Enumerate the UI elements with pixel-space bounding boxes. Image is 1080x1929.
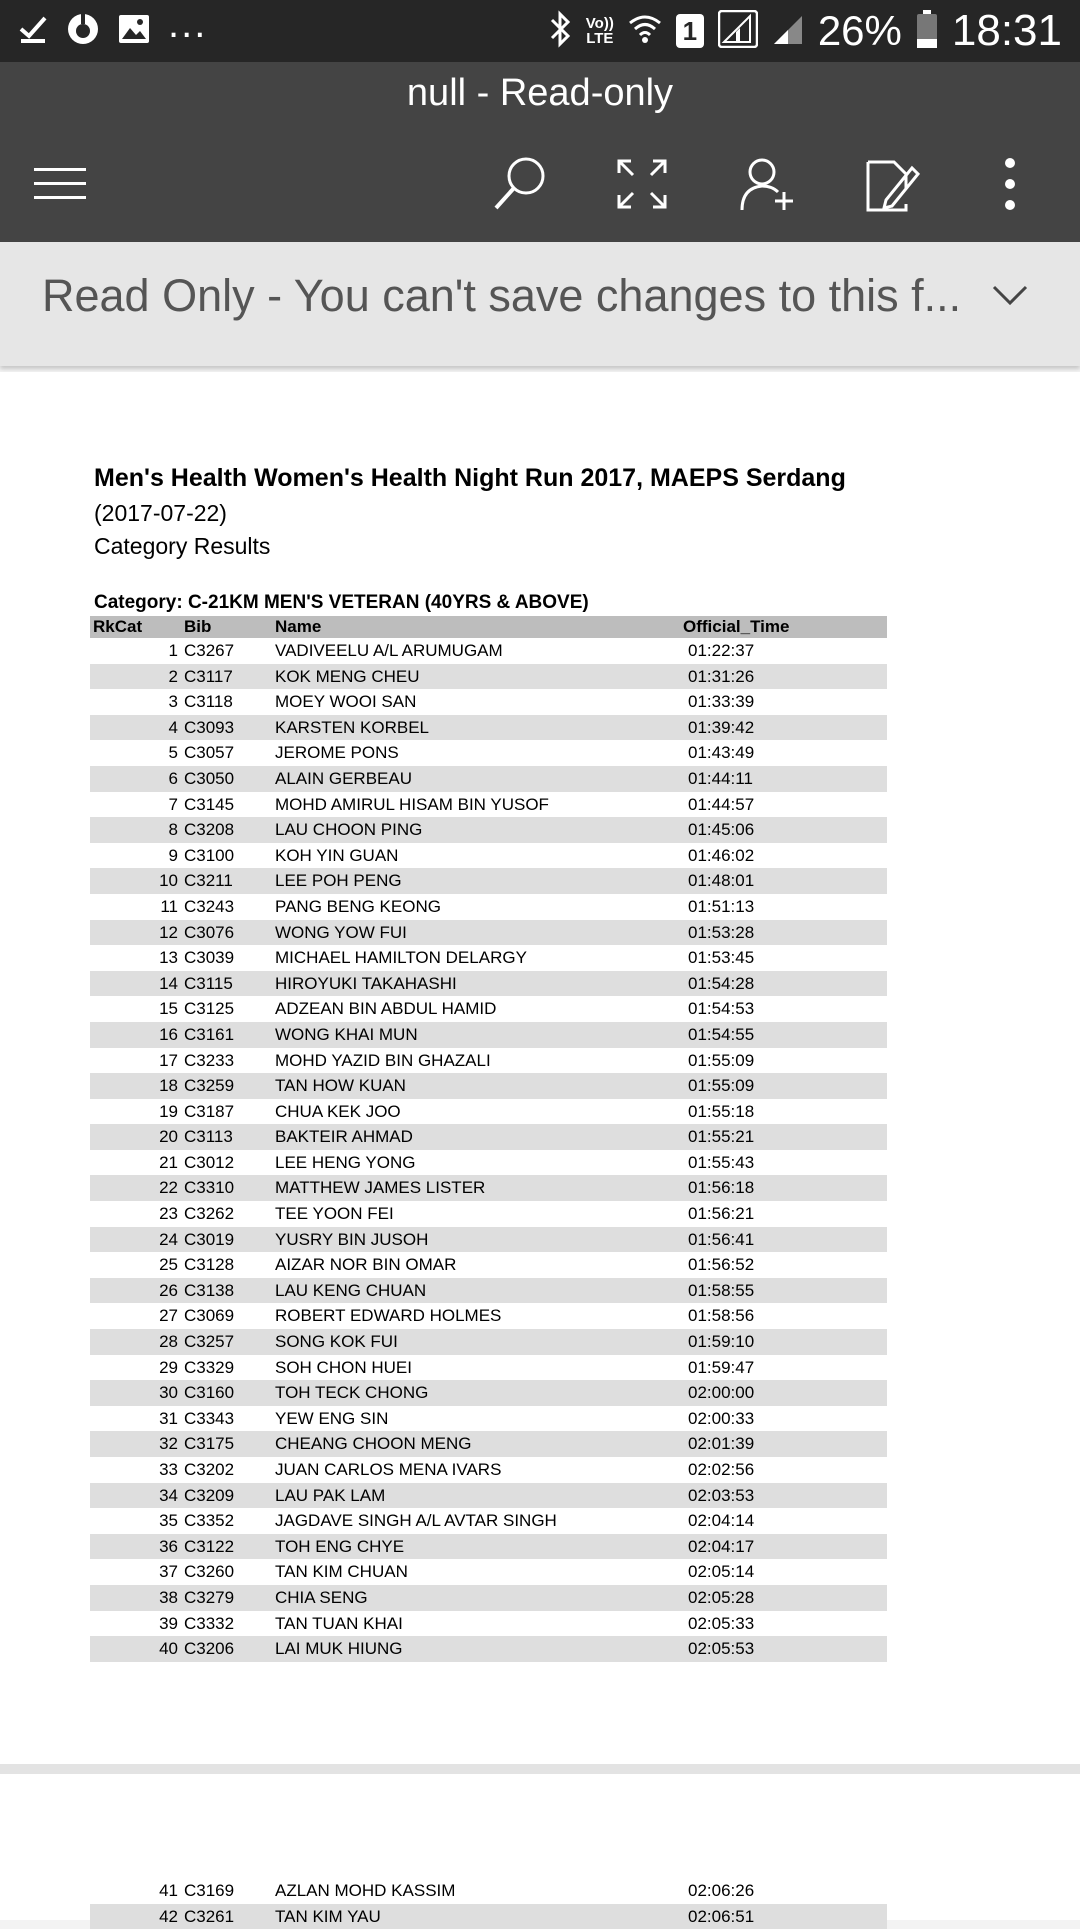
name-cell: WONG KHAI MUN — [275, 1024, 418, 1044]
rank-cell: 8 — [168, 820, 178, 840]
rank-cell: 1 — [168, 641, 178, 660]
bib-cell: C3138 — [184, 1280, 235, 1300]
table-row — [90, 664, 887, 690]
read-only-message: Read Only - You can't save changes to this f... — [42, 270, 962, 321]
category-label: Category: C-21KM MEN'S VETERAN (40YRS & ABOVE) — [94, 592, 589, 613]
rank-cell: 18 — [159, 1076, 178, 1096]
name-cell: MICHAEL HAMILTON DELARGY — [275, 948, 527, 968]
time-cell: 02:01:39 — [688, 1434, 755, 1454]
bib-cell: C3161 — [184, 1024, 235, 1044]
name-cell: JUAN CARLOS MENA IVARS — [275, 1460, 502, 1479]
rank-cell: 13 — [159, 948, 178, 968]
rank-cell: 38 — [159, 1587, 178, 1607]
bluetooth-icon — [548, 10, 572, 53]
time-cell: 02:04:17 — [688, 1536, 755, 1556]
time-cell: 01:59:10 — [688, 1332, 755, 1352]
table-row — [90, 1904, 887, 1929]
time-cell: 02:05:28 — [688, 1587, 755, 1607]
rank-cell: 40 — [159, 1639, 178, 1659]
table-row — [90, 1329, 887, 1355]
bib-cell: C3125 — [184, 999, 235, 1019]
name-cell: KARSTEN KORBEL — [275, 717, 429, 737]
table-row — [90, 1227, 887, 1253]
document-title-bar: null - Read-only — [406, 72, 674, 114]
bib-cell: C3012 — [184, 1152, 235, 1172]
name-cell: KOK MENG CHEU — [275, 666, 420, 686]
table-header — [90, 616, 887, 638]
col-header-time: Official_Time — [683, 617, 790, 636]
hamburger-menu-icon[interactable] — [28, 152, 92, 216]
rank-cell: 9 — [168, 845, 178, 865]
name-cell: AZLAN MOHD KASSIM — [275, 1881, 456, 1900]
rank-cell: 29 — [159, 1357, 178, 1377]
rank-cell: 33 — [159, 1460, 178, 1479]
time-cell: 01:55:09 — [688, 1076, 755, 1096]
time-cell: 01:55:09 — [688, 1050, 755, 1070]
document-subtitle: Category Results — [94, 533, 271, 559]
time-cell: 02:06:51 — [688, 1906, 755, 1926]
table-row — [90, 1585, 887, 1611]
more-notifications-text: ... — [168, 1, 208, 46]
rank-cell: 24 — [159, 1229, 178, 1249]
table-row — [90, 1483, 887, 1509]
rank-cell: 17 — [159, 1050, 178, 1070]
bib-cell: C3093 — [184, 717, 235, 737]
rank-cell: 25 — [159, 1255, 178, 1275]
lte-label: LTE — [586, 30, 614, 47]
status-bar — [0, 0, 1080, 62]
document-page-2[interactable] — [0, 1774, 1080, 1926]
table-row — [90, 1150, 887, 1176]
wifi-icon — [628, 13, 662, 50]
name-cell: SONG KOK FUI — [275, 1332, 398, 1352]
rank-cell: 20 — [159, 1127, 178, 1147]
time-cell: 01:54:55 — [688, 1024, 755, 1044]
time-cell: 01:56:18 — [688, 1178, 755, 1198]
name-cell: MOHD YAZID BIN GHAZALI — [275, 1050, 491, 1070]
table-row — [90, 1457, 887, 1483]
rank-cell: 15 — [159, 999, 178, 1019]
rank-cell: 39 — [159, 1613, 178, 1633]
table-row — [90, 1099, 887, 1125]
bib-cell: C3057 — [184, 743, 235, 763]
time-cell: 01:53:28 — [688, 922, 755, 942]
table-row — [90, 894, 887, 920]
bib-cell: C3145 — [184, 794, 235, 814]
name-cell: TEE YOON FEI — [275, 1204, 394, 1224]
checkmark-notification-icon — [18, 14, 48, 49]
table-row — [90, 766, 887, 792]
name-cell: WONG YOW FUI — [275, 922, 407, 942]
table-row — [90, 689, 887, 715]
bib-cell: C3118 — [184, 692, 233, 712]
table-row — [90, 1124, 887, 1150]
rank-cell: 12 — [159, 922, 178, 942]
rank-cell: 26 — [159, 1280, 178, 1300]
name-cell: BAKTEIR AHMAD — [275, 1127, 413, 1147]
chevron-down-icon[interactable] — [990, 282, 1040, 326]
name-cell: CHEANG CHOON MENG — [275, 1434, 472, 1454]
bib-cell: C3261 — [184, 1906, 235, 1926]
table-row — [90, 996, 887, 1022]
name-cell: TAN KIM YAU — [275, 1906, 381, 1926]
battery-icon — [916, 9, 938, 54]
name-cell: TAN KIM CHUAN — [275, 1562, 408, 1582]
name-cell: LAI MUK HIUNG — [275, 1639, 403, 1659]
table-row — [90, 740, 887, 766]
table-row — [90, 1406, 887, 1432]
table-row — [90, 1355, 887, 1381]
bib-cell: C3115 — [184, 973, 233, 993]
table-row — [90, 1636, 887, 1662]
bib-cell: C3169 — [184, 1881, 235, 1900]
col-header-rank: RkCat — [93, 617, 143, 636]
name-cell: KOH YIN GUAN — [275, 845, 399, 865]
name-cell: LEE HENG YONG — [275, 1152, 416, 1172]
name-cell: LAU KENG CHUAN — [275, 1280, 427, 1300]
bib-cell: C3117 — [184, 666, 233, 686]
name-cell: YUSRY BIN JUSOH — [275, 1229, 429, 1249]
table-row — [90, 1303, 887, 1329]
time-cell: 01:55:43 — [688, 1152, 755, 1172]
bib-cell: C3206 — [184, 1639, 235, 1659]
name-cell: TAN HOW KUAN — [275, 1076, 406, 1096]
name-cell: MOEY WOOI SAN — [275, 692, 417, 712]
col-header-name: Name — [275, 617, 322, 636]
rank-cell: 30 — [159, 1383, 178, 1403]
table-row — [90, 920, 887, 946]
bib-cell: C3202 — [184, 1460, 235, 1479]
table-row — [90, 868, 887, 894]
table-row — [90, 638, 887, 664]
table-row — [90, 1431, 887, 1457]
table-row — [90, 715, 887, 741]
rank-cell: 19 — [159, 1101, 178, 1121]
table-row — [90, 792, 887, 818]
document-heading: Men's Health Women's Health Night Run 2017, MAEPS Serdang — [94, 464, 846, 492]
time-cell: 01:39:42 — [688, 717, 755, 737]
fullscreen-icon[interactable] — [610, 152, 674, 216]
time-cell: 01:48:01 — [688, 871, 755, 891]
name-cell: VADIVEELU A/L ARUMUGAM — [275, 641, 503, 660]
time-cell: 02:04:14 — [688, 1511, 755, 1531]
time-cell: 01:43:49 — [688, 743, 755, 763]
bib-cell: C3209 — [184, 1485, 235, 1505]
col-header-bib: Bib — [184, 617, 212, 636]
table-row — [90, 1508, 887, 1534]
rank-cell: 41 — [159, 1881, 178, 1900]
bib-cell: C3260 — [184, 1562, 235, 1582]
rank-cell: 42 — [159, 1906, 178, 1926]
rank-cell: 4 — [168, 717, 178, 737]
name-cell: MOHD AMIRUL HISAM BIN YUSOF — [275, 794, 549, 814]
bib-cell: C3187 — [184, 1101, 235, 1121]
time-cell: 01:51:13 — [688, 896, 755, 916]
bib-cell: C3343 — [184, 1408, 235, 1428]
name-cell: LAU CHOON PING — [275, 820, 423, 840]
page-separator — [0, 1764, 1080, 1774]
time-cell: 01:31:26 — [688, 666, 755, 686]
time-cell: 01:44:57 — [688, 794, 755, 814]
name-cell: HIROYUKI TAKAHASHI — [275, 973, 457, 993]
bib-cell: C3310 — [184, 1178, 235, 1198]
rank-cell: 16 — [159, 1024, 178, 1044]
volte-label: Vo)) — [585, 15, 614, 32]
table-row — [90, 1878, 887, 1904]
name-cell: MATTHEW JAMES LISTER — [275, 1178, 486, 1198]
rank-cell: 11 — [160, 896, 178, 916]
clock: 18:31 — [951, 6, 1062, 55]
time-cell: 01:44:11 — [688, 768, 753, 788]
signal-sim2-icon — [772, 12, 804, 51]
rank-cell: 6 — [168, 768, 178, 788]
rank-cell: 21 — [159, 1152, 178, 1172]
name-cell: JAGDAVE SINGH A/L AVTAR SINGH — [275, 1511, 557, 1531]
time-cell: 01:46:02 — [688, 845, 755, 865]
table-body-continued — [90, 1878, 887, 1929]
table-row — [90, 1201, 887, 1227]
time-cell: 01:58:55 — [688, 1280, 755, 1300]
bib-cell: C3243 — [184, 896, 235, 916]
table-row — [90, 1022, 887, 1048]
table-row — [90, 1252, 887, 1278]
results-table — [90, 616, 887, 1662]
table-row — [90, 1380, 887, 1406]
time-cell: 01:56:52 — [688, 1255, 755, 1275]
rank-cell: 10 — [159, 871, 178, 891]
bib-cell: C3128 — [184, 1255, 235, 1275]
rank-cell: 14 — [159, 973, 178, 993]
time-cell: 01:56:21 — [688, 1204, 755, 1224]
bib-cell: C3259 — [184, 1076, 235, 1096]
time-cell: 01:58:56 — [688, 1306, 755, 1326]
time-cell: 01:33:39 — [688, 692, 755, 712]
table-row — [90, 1534, 887, 1560]
rank-cell: 37 — [159, 1562, 178, 1582]
table-row — [90, 1278, 887, 1304]
table-row — [90, 971, 887, 997]
time-cell: 01:53:45 — [688, 948, 755, 968]
table-row — [90, 945, 887, 971]
bib-cell: C3267 — [184, 641, 235, 660]
rank-cell: 34 — [159, 1485, 178, 1505]
name-cell: LEE POH PENG — [275, 871, 402, 891]
bib-cell: C3233 — [184, 1050, 235, 1070]
time-cell: 02:03:53 — [688, 1485, 755, 1505]
bib-cell: C3122 — [184, 1536, 235, 1556]
time-cell: 01:59:47 — [688, 1357, 755, 1377]
app-toolbar — [0, 62, 1080, 242]
rank-cell: 23 — [159, 1204, 178, 1224]
time-cell: 02:02:56 — [688, 1460, 755, 1479]
volte-indicator — [586, 16, 614, 46]
bib-cell: C3160 — [184, 1383, 235, 1403]
table-row — [90, 1611, 887, 1637]
rank-cell: 5 — [168, 743, 178, 763]
sync-notification-icon — [66, 12, 100, 51]
name-cell: AIZAR NOR BIN OMAR — [275, 1255, 457, 1275]
name-cell: YEW ENG SIN — [275, 1408, 389, 1428]
bib-cell: C3211 — [184, 871, 233, 891]
time-cell: 02:05:33 — [688, 1613, 755, 1633]
bib-cell: C3175 — [184, 1434, 235, 1454]
bib-cell: C3069 — [184, 1306, 235, 1326]
bib-cell: C3039 — [184, 948, 235, 968]
time-cell: 01:55:21 — [688, 1127, 755, 1147]
bib-cell: C3332 — [184, 1613, 235, 1633]
time-cell: 02:00:33 — [688, 1408, 755, 1428]
bib-cell: C3113 — [184, 1127, 233, 1147]
time-cell: 01:45:06 — [688, 820, 755, 840]
rank-cell: 7 — [168, 794, 178, 814]
bib-cell: C3352 — [184, 1511, 235, 1531]
more-vertical-icon[interactable] — [978, 152, 1042, 216]
rank-cell: 36 — [159, 1536, 178, 1556]
bib-cell: C3279 — [184, 1587, 235, 1607]
name-cell: ROBERT EDWARD HOLMES — [275, 1306, 502, 1326]
name-cell: CHIA SENG — [275, 1587, 368, 1607]
bib-cell: C3208 — [184, 820, 235, 840]
bib-cell: C3100 — [184, 845, 235, 865]
rank-cell: 28 — [159, 1332, 178, 1352]
read-only-banner[interactable] — [0, 242, 1080, 366]
share-person-icon[interactable] — [736, 152, 800, 216]
results-table-continued — [90, 1878, 887, 1929]
name-cell: TOH TECK CHONG — [275, 1383, 429, 1403]
table-row — [90, 843, 887, 869]
rank-cell: 35 — [159, 1511, 178, 1531]
edit-icon[interactable] — [860, 152, 924, 216]
signal-sim1-icon — [718, 10, 758, 53]
bib-cell: C3262 — [184, 1204, 235, 1224]
name-cell: ADZEAN BIN ABDUL HAMID — [275, 999, 497, 1019]
table-row — [90, 1559, 887, 1585]
document-page-1[interactable] — [0, 372, 1080, 1764]
rank-cell: 31 — [159, 1408, 178, 1428]
bib-cell: C3076 — [184, 922, 235, 942]
rank-cell: 27 — [159, 1306, 178, 1326]
sim-slot-badge: 1 — [676, 14, 704, 48]
time-cell: 02:05:53 — [688, 1639, 755, 1659]
rank-cell: 2 — [168, 666, 178, 686]
rank-cell: 32 — [159, 1434, 178, 1454]
name-cell: LAU PAK LAM — [275, 1485, 386, 1505]
bib-cell: C3050 — [184, 768, 235, 788]
bib-cell: C3019 — [184, 1229, 235, 1249]
name-cell: PANG BENG KEONG — [275, 896, 441, 916]
name-cell: TOH ENG CHYE — [275, 1536, 405, 1556]
time-cell: 02:05:14 — [688, 1562, 755, 1582]
time-cell: 02:00:00 — [688, 1383, 755, 1403]
name-cell: TAN TUAN KHAI — [275, 1613, 403, 1633]
battery-percent: 26% — [817, 7, 902, 54]
time-cell: 01:54:53 — [688, 999, 755, 1019]
table-body — [90, 638, 887, 1662]
time-cell: 02:06:26 — [688, 1881, 755, 1900]
bib-cell: C3257 — [184, 1332, 235, 1352]
name-cell: ALAIN GERBEAU — [275, 768, 412, 788]
time-cell: 01:55:18 — [688, 1101, 755, 1121]
time-cell: 01:56:41 — [688, 1229, 755, 1249]
search-icon[interactable] — [488, 152, 552, 216]
time-cell: 01:22:37 — [688, 641, 755, 660]
rank-cell: 22 — [159, 1178, 178, 1198]
time-cell: 01:54:28 — [688, 973, 755, 993]
table-row — [90, 817, 887, 843]
document-date: (2017-07-22) — [94, 500, 227, 526]
table-row — [90, 1048, 887, 1074]
table-row — [90, 1073, 887, 1099]
name-cell: SOH CHON HUEI — [275, 1357, 412, 1377]
image-notification-icon — [118, 14, 150, 49]
name-cell: CHUA KEK JOO — [275, 1101, 401, 1121]
table-row — [90, 1175, 887, 1201]
name-cell: JEROME PONS — [275, 743, 399, 763]
rank-cell: 3 — [168, 692, 178, 712]
bib-cell: C3329 — [184, 1357, 235, 1377]
